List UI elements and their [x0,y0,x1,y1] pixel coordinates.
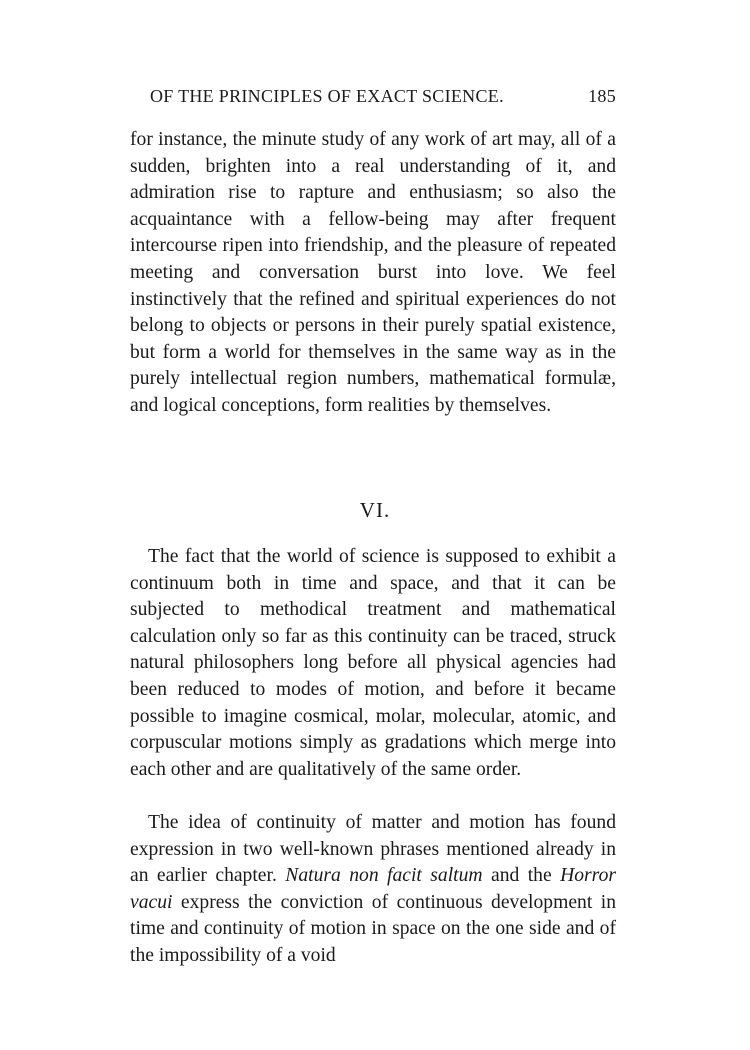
running-head [150,86,616,112]
paragraph-continuity-idea [130,810,616,970]
paragraph-text-segment: and the [491,865,552,887]
paragraph-continued: for instance, the minute study of any work of art may, all of a sudden, brighten into a real understanding of it, and admiration rise to rapture and enthusiasm; so also the acquaintance with a fellow-being may after frequent intercourse ripen into friendship, and the pleasure of repeated meeting and conversation burst into love. We feel instinctively that the refined and spiritual experiences do not belong to objects or persons in their purely spatial existence, but form a world for themselves in the same way as in the purely intellectual region numbers, mathematical formulæ, and logical conceptions, form realities by themselves. [130,129,616,416]
running-title: OF THE PRINCIPLES OF EXACT SCIENCE. [150,86,504,106]
paragraph-text-segment: express the conviction of continuous development in time and continuity of motion in space on the one side and of the impossibility of a void [130,891,616,966]
latin-phrase: Horror vacui [130,865,616,913]
latin-phrase: Natura non facit saltum [285,865,483,887]
page-number: 185 [588,86,616,106]
paragraph-text-segment: The idea of continuity of matter and motion has found expression in two well-known phrases mentioned already in an earlier chapter. [130,812,616,887]
section-heading: VI. [359,498,391,522]
paragraph-section-opening: The fact that the world of science is supposed to exhibit a continuum both in time and space, and that it can be subjected to methodical treatment and mathematical calculation only so far as this continuity can be traced, struck natural philosophers long before all physical agencies had been reduced to modes of motion, and before it became possible to imagine cosmical, molar, molecular, atomic, and corpuscular motions simply as gradations which merge into each other and are qualitatively of the same order. [130,546,616,780]
